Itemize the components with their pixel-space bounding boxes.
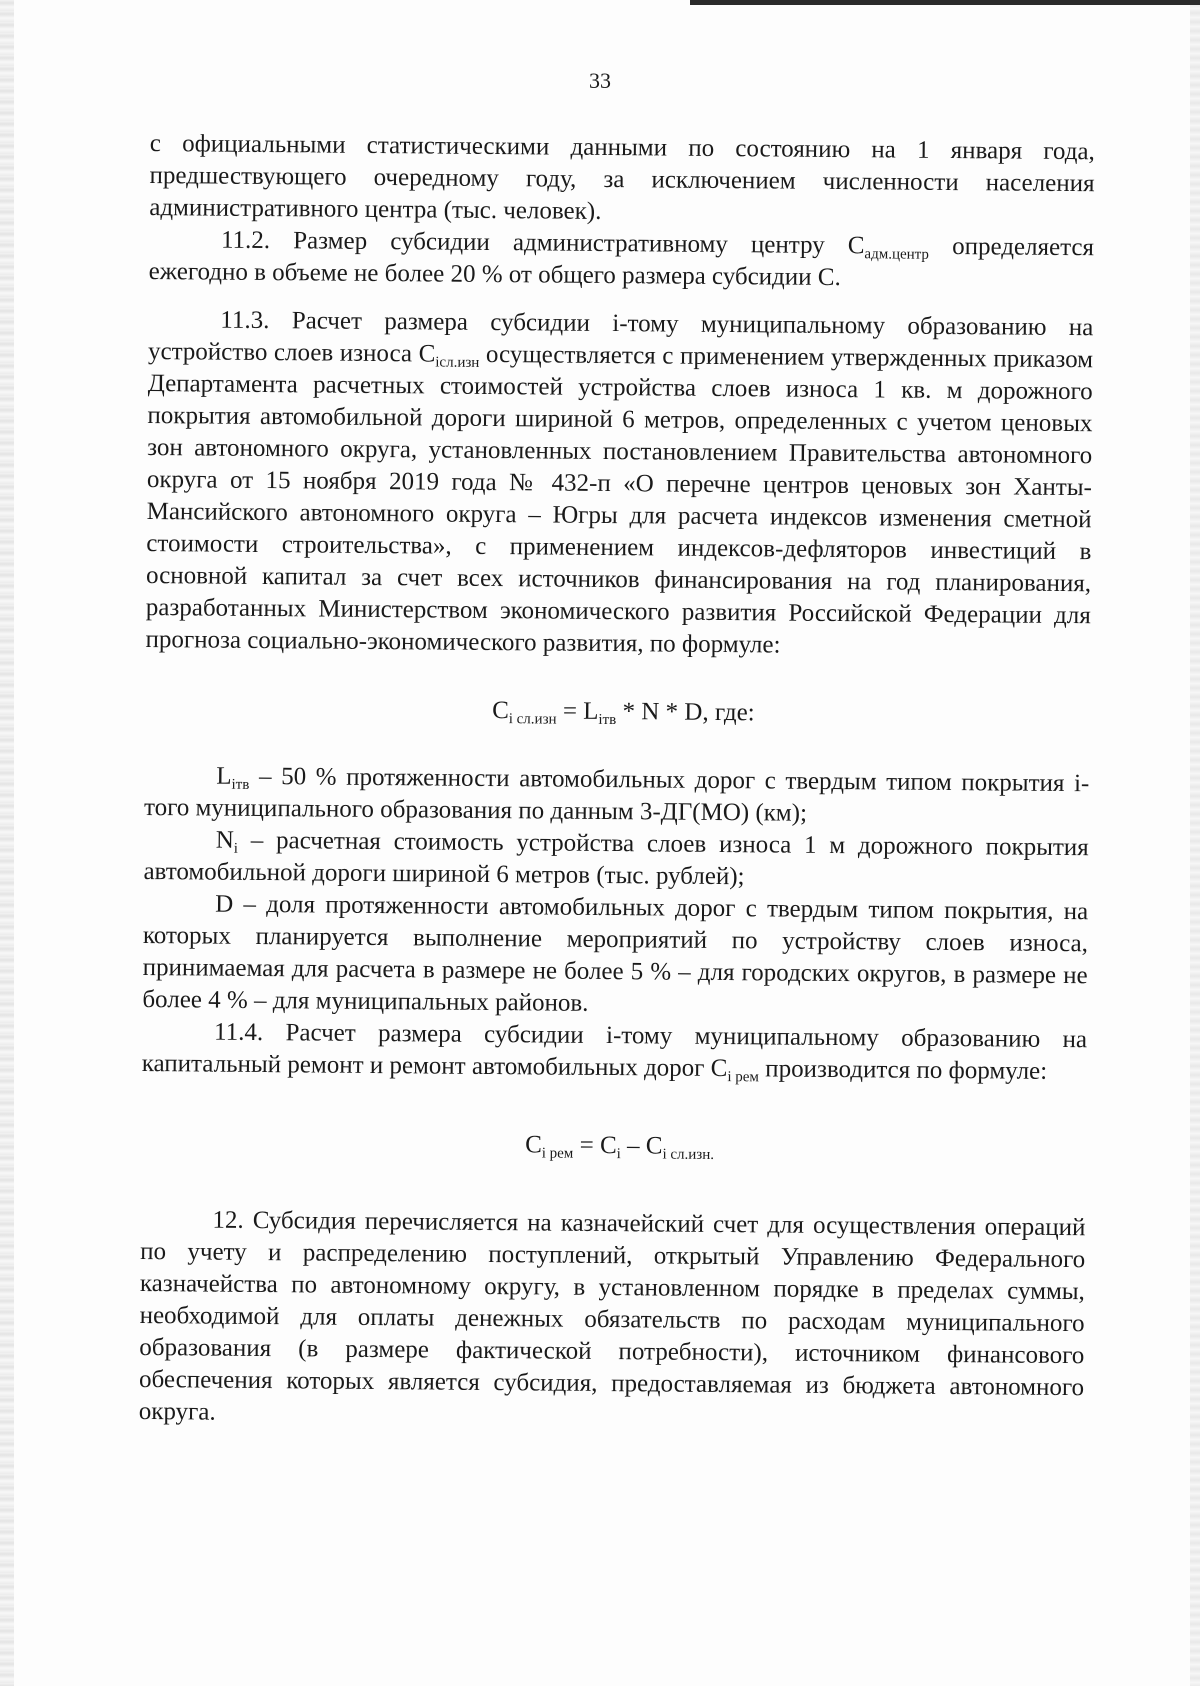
definition-d-symbol: D bbox=[215, 890, 234, 918]
paragraph-11-4-subscript: i рем bbox=[727, 1069, 759, 1086]
definition-n-symbol: N bbox=[215, 826, 234, 854]
formula-2-equals-c: = С bbox=[573, 1131, 617, 1160]
formula-1-rest: * N * D, где: bbox=[616, 698, 755, 727]
paragraph-11-2-subscript: адм.центр bbox=[864, 246, 930, 263]
paragraph-11-4-text: 11.4. Расчет размера субсидии i-тому муниципальному образованию на капитальный ремонт и ремонт автомобильных дорог С bbox=[141, 1018, 1088, 1083]
paragraph-12: 12. Субсидия перечисляется на казначейский счет для осуществления операций по учету и распределению поступлений, открытый Управлению Федерального казначейства по автономному округу, в установленном порядке в пределах суммы, необходимой для оплаты денежных обязательств по расходам муниципального образования (в размере фактической потребности), источником финансового обеспечения которых является субсидия, предоставляемая из бюджета автономного округа. bbox=[138, 1206, 1086, 1426]
paragraph-11-2 bbox=[149, 224, 1095, 296]
definition-n bbox=[143, 824, 1089, 896]
formula-2-sub-c: i рем bbox=[541, 1145, 574, 1162]
definition-n-sub: i bbox=[233, 840, 239, 857]
definition-d-text: – доля протяженности автомобильных дорог с твердым типом покрытия, на которых планируется выполнение мероприятий по устройству слоев износа, принимаемая для расчета в размере не более 5 % – для городских округов, в размере не более 4 % – для муниципальных районов. bbox=[142, 890, 1089, 1017]
paragraph-11-4 bbox=[142, 1016, 1088, 1088]
paragraph-11-3-subscript: iсл.изн bbox=[435, 354, 480, 371]
top-rule-line bbox=[690, 0, 1200, 5]
definition-n-text: – расчетная стоимость устройства слоев износа 1 м дорожного покрытия автомобильной дороги шириной 6 метров (тыс. рублей); bbox=[143, 826, 1089, 891]
formula-1-equals-l: = L bbox=[556, 697, 599, 725]
formula-repair bbox=[141, 1126, 1086, 1166]
page-number: 33 bbox=[589, 68, 611, 93]
definition-l bbox=[144, 760, 1090, 832]
paragraph-11-3-text-end: осуществляется с применением утвержденных приказом Департамента расчетных стоимостей устройства слоев износа 1 кв. м дорожного покрытия автомобильной дороги шириной 6 метров, определенных с учетом ценовых зон автономного округа, установленных постановлением Правительства автономного округа от 15 ноября 2019 года № 432-п «О перечне центров ценовых зон Ханты-Мансийского автономного округа – Югры для расчета индексов изменения сметной стоимости строительства», с применением индексов-дефляторов инвестиций в основной капитал за счет всех источников финансирования на год планирования, разработанных Министерством экономического развития Российской Федерации для прогноза социально-экономического развития, по формуле: bbox=[145, 340, 1094, 659]
formula-2-sub-last: i сл.изн. bbox=[662, 1146, 715, 1163]
definition-l-text: – 50 % протяженности автомобильных дорог с твердым типом покрытия i-того муниципального образования по данным 3-ДГ(МО) (км); bbox=[143, 762, 1090, 827]
continuation-paragraph: с официальными статистическими данными по состоянию на 1 января года, предшествующего очередному году, за исключением численности населения административного центра (тыс. человек). bbox=[149, 129, 1095, 225]
scan-right-edge bbox=[1190, 0, 1200, 1686]
paragraph-11-2-text: 11.2. Размер субсидии административному центру С bbox=[220, 226, 865, 260]
formula-wear-layer bbox=[145, 692, 1090, 732]
formula-1-sub-l: iтв bbox=[598, 711, 617, 729]
definition-l-symbol: L bbox=[216, 762, 232, 790]
paragraph-11-2-text-end: определяется ежегодно в объеме не более 20 % от общего размера субсидии С. bbox=[148, 232, 1095, 292]
formula-1-sub-c: i сл.изн bbox=[508, 711, 557, 728]
paragraph-11-3-text: 11.3. Расчет размера субсидии i-тому муниципальному образованию на устройство слоев износа С bbox=[147, 306, 1094, 368]
paragraph-11-4-text-end: производится по формуле: bbox=[758, 1055, 1048, 1085]
definition-l-sub: iтв bbox=[231, 776, 250, 793]
paragraph-11-3 bbox=[145, 304, 1093, 664]
definition-d bbox=[142, 888, 1088, 1024]
document-body bbox=[139, 128, 1095, 1436]
formula-2-minus-c: – С bbox=[620, 1132, 663, 1160]
formula-2-symbol-c: С bbox=[525, 1131, 542, 1159]
formula-2-sub-ci: i bbox=[616, 1146, 621, 1163]
formula-1-symbol-c: С bbox=[492, 697, 509, 725]
scan-left-edge bbox=[0, 0, 14, 1686]
